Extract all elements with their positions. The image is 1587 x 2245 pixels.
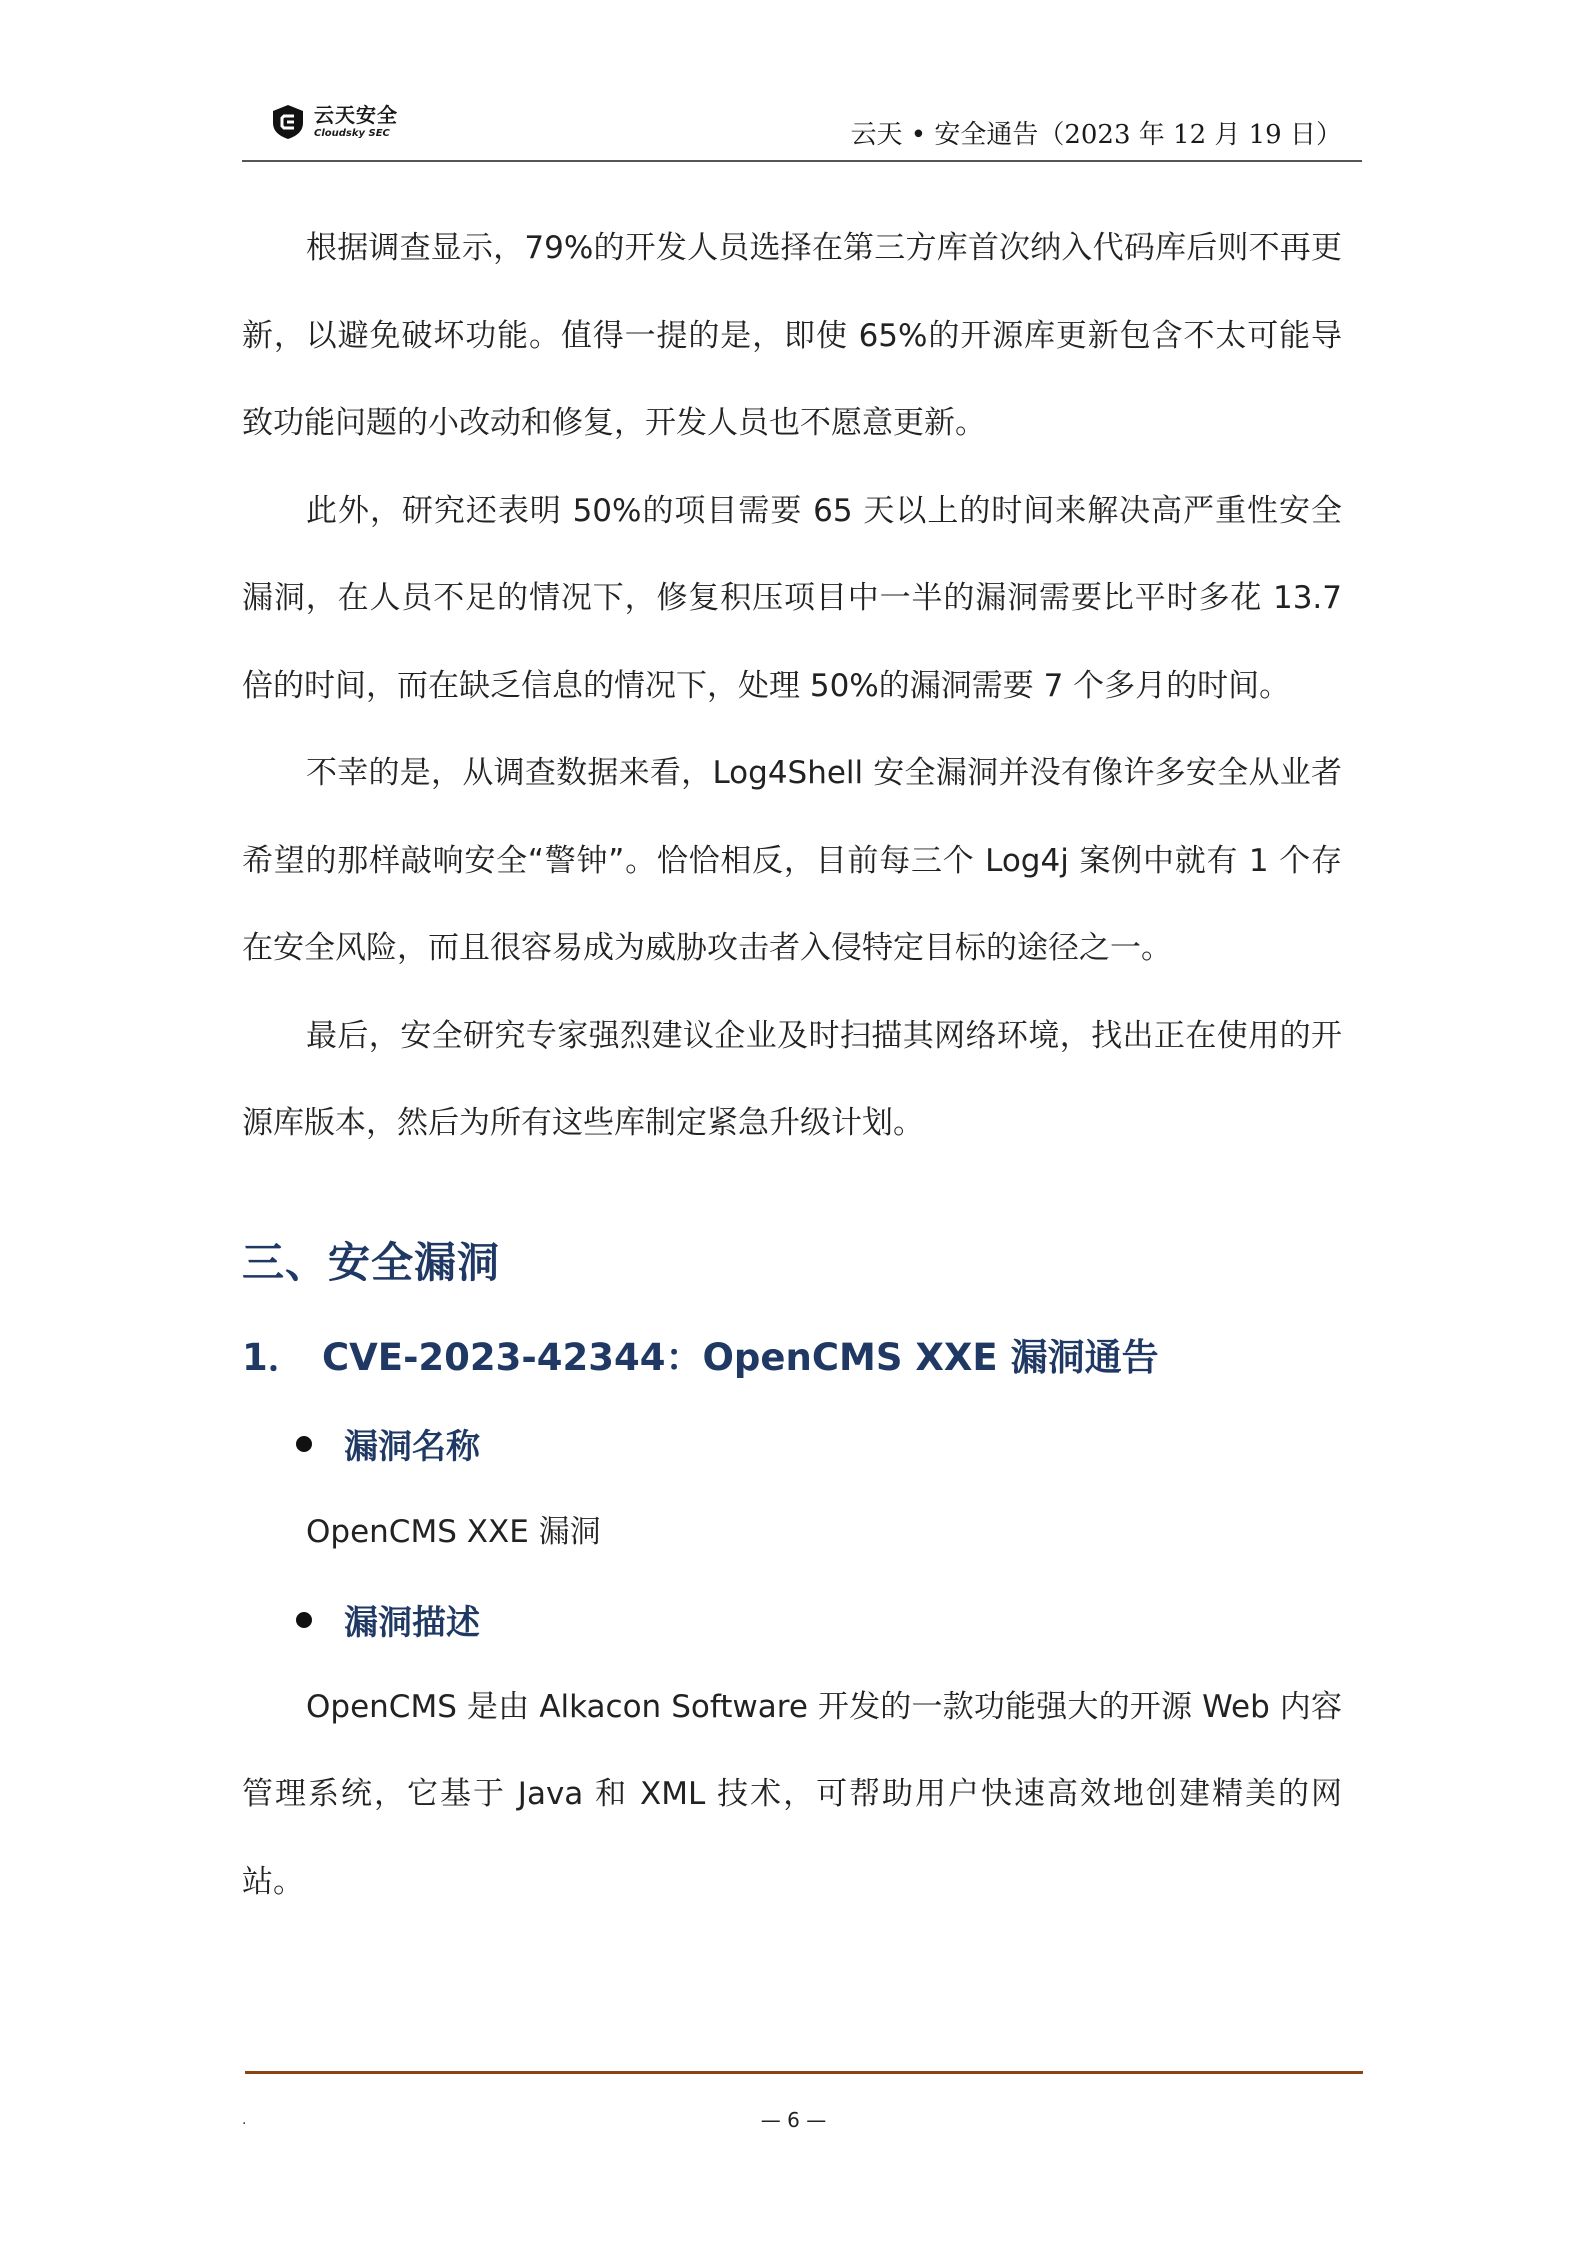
body-content <box>242 205 1342 1926</box>
company-logo <box>270 98 398 146</box>
paragraph: 根据调查显示，79%的开发人员选择在第三方库首次纳入代码库后则不再更新，以避免破坏功能。值得一提的是，即使 65%的开源库更新包含不太可能导致功能问题的小改动和修复，开发人员也不愿意更新。 <box>242 230 1342 441</box>
vulnerability-title <box>242 1316 1342 1400</box>
bullet-label: 漏洞描述 <box>344 1603 480 1643</box>
bullet-heading <box>242 1400 1342 1488</box>
paragraph: 最后，安全研究专家强烈建议企业及时扫描其网络环境，找出正在使用的开源库版本，然后为所有这些库制定紧急升级计划。 <box>242 1017 1342 1141</box>
bullet-label: 漏洞名称 <box>344 1427 480 1467</box>
footer-mark: . <box>242 2112 247 2128</box>
logo-chinese-name: 云天安全 <box>314 103 398 127</box>
vulnerability-description: OpenCMS 是由 Alkacon Software 开发的一款功能强大的开源 Web 内容管理系统，它基于 Java 和 XML 技术，可帮助用户快速高效地创建精美的网站。 <box>242 1688 1342 1900</box>
paragraph: 不幸的是，从调查数据来看，Log4Shell 安全漏洞并没有像许多安全从业者希望的那样敲响安全“警钟”。恰恰相反，目前每三个 Log4j 案例中就有 1 个存在安全风险，而且很容易成为威胁攻击者入侵特定目标的途径之一。 <box>242 755 1342 966</box>
bullet-heading <box>242 1576 1342 1664</box>
bullet-dot-icon <box>296 1436 312 1452</box>
header-divider <box>242 160 1362 162</box>
page-number: — 6 — <box>760 2108 827 2132</box>
item-number: 1． <box>242 1335 305 1379</box>
page-header <box>242 96 1362 162</box>
footer-divider <box>245 2071 1363 2074</box>
item-title: CVE-2023-42344：OpenCMS XXE 漏洞通告 <box>322 1335 1159 1379</box>
logo-english-name: Cloudsky SEC <box>314 128 390 139</box>
shield-logo-icon <box>270 104 306 140</box>
bulletin-title: 云天 • 安全通告（2023 年 12 月 19 日） <box>850 120 1342 150</box>
section-heading: 三、安全漏洞 <box>242 1237 501 1287</box>
paragraph: 此外，研究还表明 50%的项目需要 65 天以上的时间来解决高严重性安全漏洞，在人员不足的情况下，修复积压项目中一半的漏洞需要比平时多花 13.7 倍的时间，而在缺乏信息的情况下，处理 50%的漏洞需要 7 个多月的时间。 <box>242 492 1342 704</box>
vulnerability-name: OpenCMS XXE 漏洞 <box>306 1513 601 1550</box>
bullet-dot-icon <box>296 1612 312 1628</box>
